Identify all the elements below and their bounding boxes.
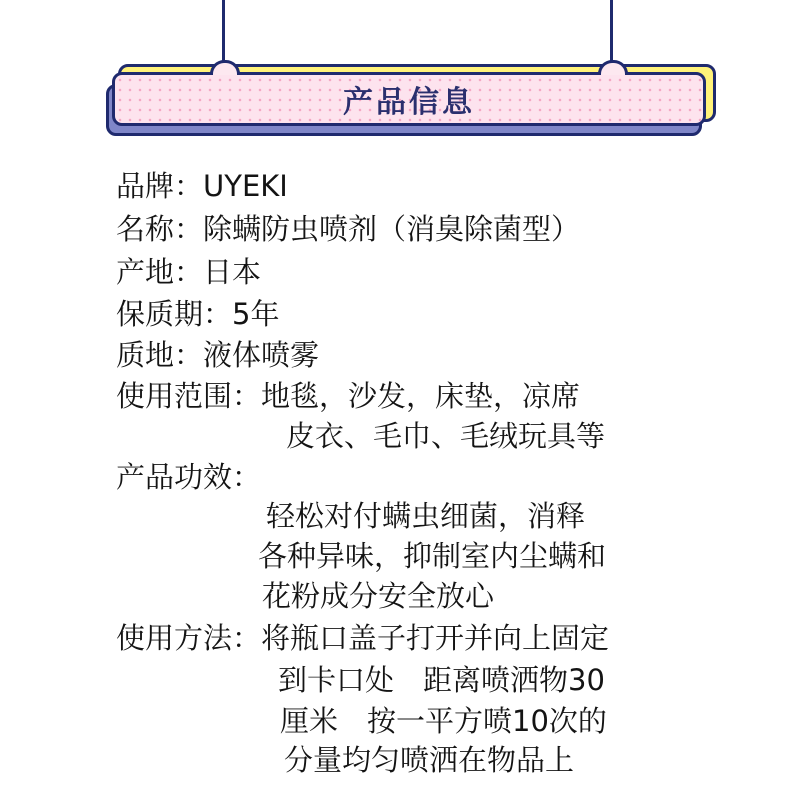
method-line-4: 分量均匀喷洒在物品上 xyxy=(284,743,575,777)
brand-line: 品牌：UYEKI xyxy=(116,169,288,203)
method-line-2: 到卡口处 距离喷洒物30 xyxy=(278,663,605,697)
name-line: 名称：除螨防虫喷剂（消臭除菌型） xyxy=(116,212,581,246)
usage-scope-line-2: 皮衣、毛巾、毛绒玩具等 xyxy=(286,419,606,453)
texture-line: 质地：液体喷雾 xyxy=(116,338,320,372)
banner-title: 产品信息 xyxy=(343,85,475,120)
left-hook-icon xyxy=(210,60,240,75)
right-hanging-string xyxy=(610,0,613,66)
method-line-3: 厘米 按一平方喷10次的 xyxy=(280,704,607,738)
effect-label: 产品功效： xyxy=(116,460,262,494)
shelf-life-line: 保质期：5年 xyxy=(116,297,280,331)
banner-board xyxy=(112,72,706,126)
method-line-1: 使用方法：将瓶口盖子打开并向上固定 xyxy=(116,621,610,655)
effect-line-2: 各种异味，抑制室内尘螨和 xyxy=(258,539,607,573)
usage-scope-line-1: 使用范围：地毯，沙发，床垫，凉席 xyxy=(116,379,581,413)
effect-line-3: 花粉成分安全放心 xyxy=(262,579,495,613)
left-hanging-string xyxy=(222,0,225,66)
origin-line: 产地：日本 xyxy=(116,255,262,289)
right-hook-icon xyxy=(598,60,628,75)
effect-line-1: 轻松对付螨虫细菌，消释 xyxy=(266,499,586,533)
